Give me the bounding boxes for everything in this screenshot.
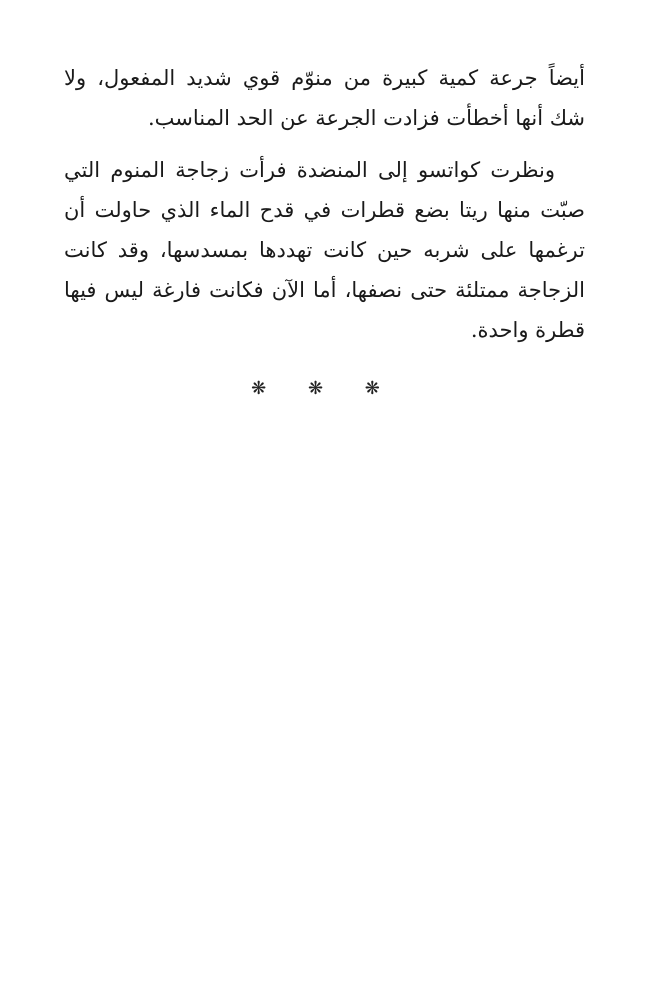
section-separator: ❋ ❋ ❋: [251, 378, 398, 399]
paragraph-1: أيضاً جرعة كمية كبيرة من منوّم قوي شديد المفعول، ولا شك أنها أخطأت فزادت الجرعة عن الحد المناسب.: [64, 66, 585, 130]
book-page: [64, 58, 585, 399]
paragraph-2: ونظرت كواتسو إلى المنضدة فرأت زجاجة المنوم التي صبّت منها ريتا بضع قطرات في قدح الماء الذي حاولت أن ترغمها على شربه حين كانت تهددها بمسدسها، وقد كانت الزجاجة ممتلئة حتى نصفها، أما الآن فكانت فارغة ليس فيها قطرة واحدة.: [64, 158, 585, 342]
